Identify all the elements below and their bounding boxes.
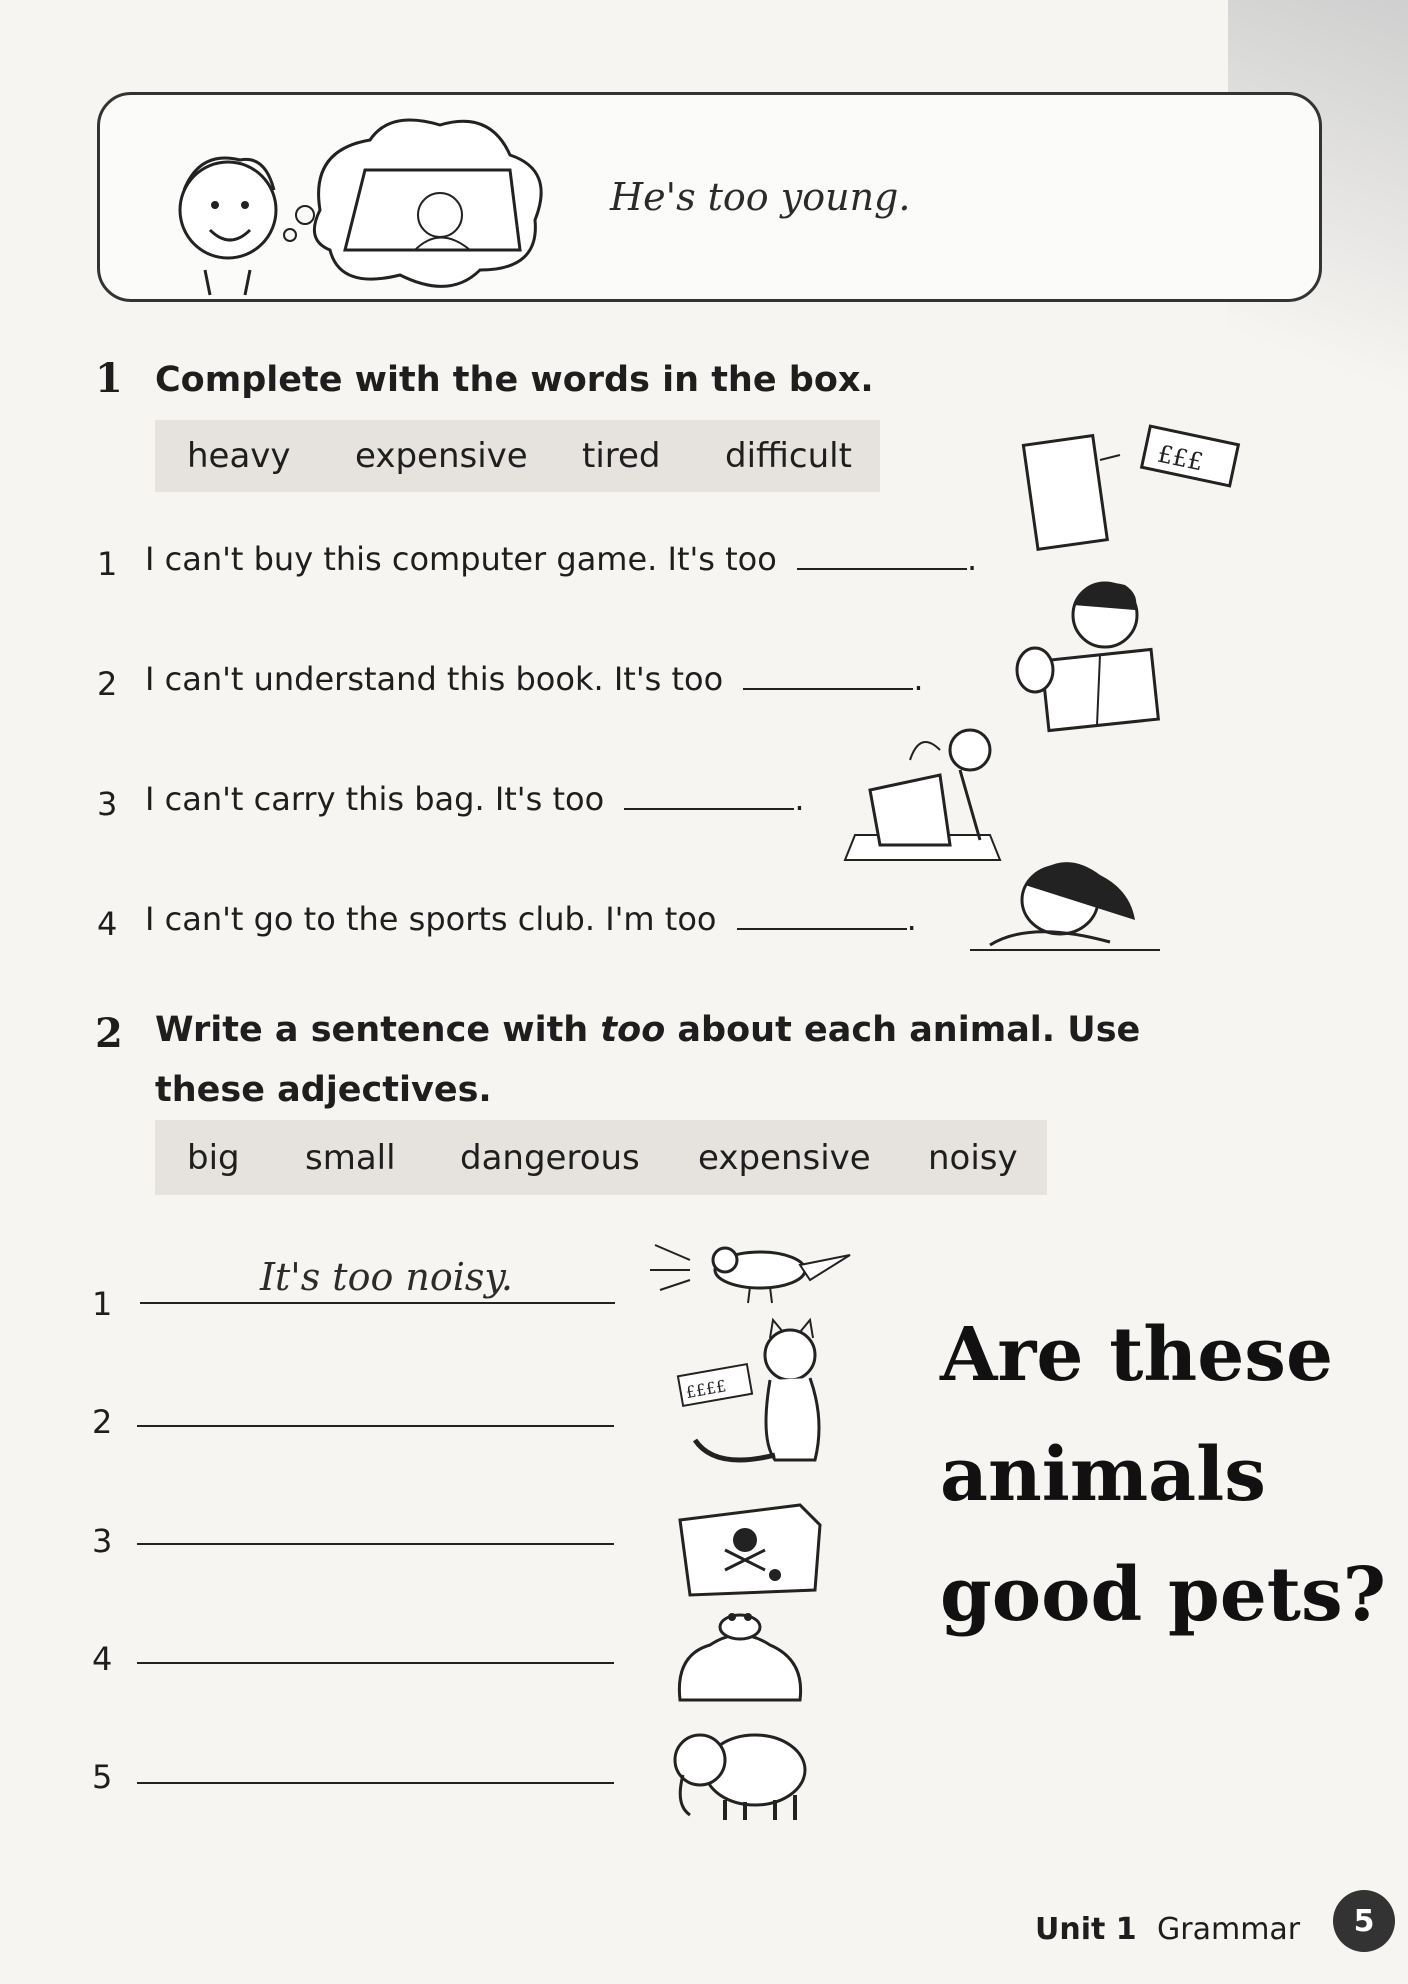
exercise-item: [145, 540, 977, 578]
tired-girl-illustration: [970, 850, 1160, 960]
callout-line: good pets?: [940, 1552, 1386, 1638]
answer-line[interactable]: [137, 1425, 614, 1427]
word-option: heavy: [187, 436, 291, 476]
word-option: dangerous: [460, 1137, 640, 1178]
answer-line[interactable]: [137, 1543, 614, 1545]
exercise-item: [145, 660, 924, 698]
exercise-item: [145, 780, 804, 818]
price-tag-label: £££: [1154, 439, 1206, 477]
instruction-text: Write a sentence with: [155, 1010, 601, 1050]
item-number: 1: [92, 1285, 113, 1323]
answer-blank[interactable]: [743, 687, 913, 690]
answer-line[interactable]: [137, 1662, 614, 1664]
exercise-number: 2: [95, 1010, 123, 1057]
exercise-item: [145, 900, 917, 938]
item-text: I can't go to the sports club. I'm too: [145, 900, 717, 938]
item-text: I can't carry this bag. It's too: [145, 780, 605, 818]
item-number: 1: [97, 545, 118, 583]
answer-blank[interactable]: [624, 807, 794, 810]
item-number: 3: [97, 785, 118, 823]
word-option: big: [187, 1137, 240, 1178]
answer-blank[interactable]: [797, 567, 967, 570]
footer-unit: Unit 1: [1035, 1912, 1137, 1947]
cat-price-tag-label: ££££: [684, 1376, 728, 1403]
answer-blank[interactable]: [737, 927, 907, 930]
item-number: 4: [97, 905, 118, 943]
word-box: [155, 420, 880, 492]
item-end: .: [913, 660, 924, 698]
callout-line: Are these: [940, 1312, 1334, 1398]
answer-line[interactable]: [137, 1782, 614, 1784]
exercise-instruction: [155, 1000, 1215, 1120]
boy-thinking-illustration: [170, 110, 570, 300]
item-text: I can't buy this computer game. It's too: [145, 540, 777, 578]
instruction-emphasis: too: [600, 1010, 666, 1050]
item-end: .: [794, 780, 805, 818]
word-option: noisy: [928, 1137, 1018, 1178]
item-end: .: [967, 540, 978, 578]
item-text: I can't understand this book. It's too: [145, 660, 724, 698]
word-option: expensive: [698, 1137, 871, 1178]
exercise-number: 1: [95, 355, 123, 402]
item-number: 5: [92, 1758, 113, 1796]
word-box: [155, 1120, 1047, 1195]
exercise-instruction: Complete with the words in the box.: [155, 360, 874, 400]
word-option: tired: [582, 436, 661, 476]
computer-game-illustration: [1020, 420, 1240, 560]
big-elephant-illustration: [665, 1720, 820, 1825]
instruction-text: about each animal. Use these adjectives.: [155, 1010, 1141, 1110]
item-number: 3: [92, 1522, 113, 1560]
expensive-cat-illustration: [675, 1320, 835, 1470]
word-option: small: [305, 1137, 396, 1178]
page-number-badge: 5: [1333, 1890, 1395, 1952]
callout-question: [940, 1295, 1386, 1655]
item-end: .: [906, 900, 917, 938]
small-frog-on-rock-illustration: [670, 1605, 810, 1705]
callout-line: animals: [940, 1432, 1266, 1518]
item-number: 2: [97, 665, 118, 703]
dangerous-spider-tank-illustration: [675, 1495, 825, 1600]
item-number: 4: [92, 1640, 113, 1678]
noisy-bird-illustration: [650, 1225, 860, 1305]
item-number: 2: [92, 1403, 113, 1441]
boy-reading-book-illustration: [1005, 575, 1175, 735]
footer-section: Grammar: [1157, 1912, 1301, 1947]
word-option: difficult: [725, 436, 852, 476]
answer-line[interactable]: [140, 1302, 615, 1304]
word-option: expensive: [355, 436, 528, 476]
handwritten-answer: It's too noisy.: [260, 1255, 513, 1299]
girl-with-heavy-bag-illustration: [840, 720, 1015, 870]
example-sentence: He's too young.: [610, 175, 911, 219]
